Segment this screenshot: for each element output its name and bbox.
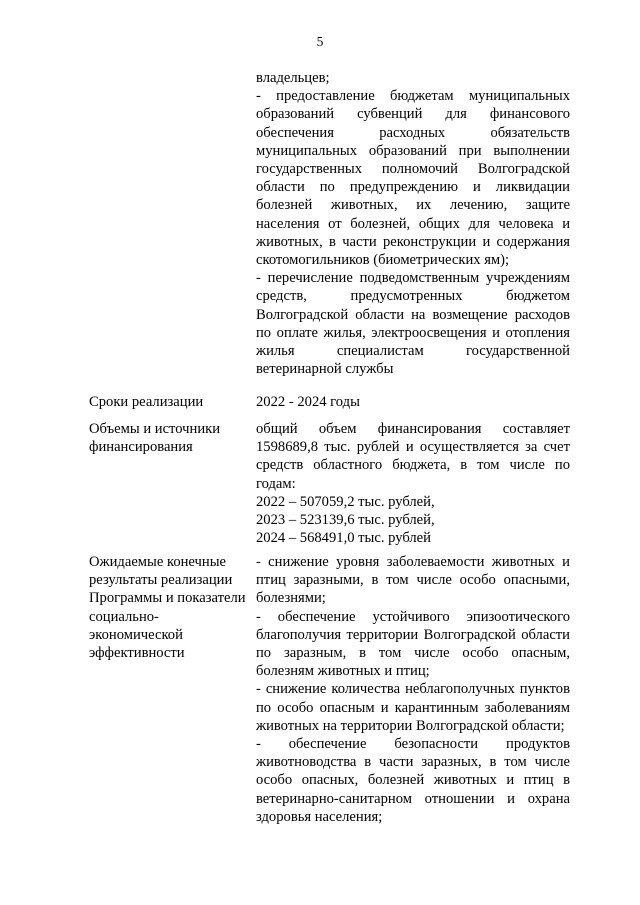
paragraph: - снижение количества неблагополучных пунктов по особо опасным и карантинным заболеваниям животных на территории Волгоградской области;: [256, 681, 570, 734]
paragraph: - обеспечение устойчивого эпизоотического благополучия территории Волгоградской области по заразным, в том числе особо опасным, болезням животных и птиц;: [256, 608, 570, 680]
paragraph: владельцев;: [256, 70, 330, 86]
row-value: [256, 420, 570, 547]
paragraph: - предоставление бюджетам муниципальных образований субвенций для финансового обеспечения расходных обязательств муниципальных образований при выполнении государственных полномочий Волгоградской области по предупреждению и ликвидации болезней животных, их лечению, защите населения от болезней, общих для человека и животных, в части реконструкции и содержания скотомогильников (биометрических ям);: [256, 88, 570, 269]
paragraph: 2022 – 507059,2 тыс. рублей,: [256, 493, 435, 510]
row-label: Ожидаемые конечные результаты реализации Программы и показатели социально-экономической эффективности: [89, 554, 246, 662]
page-number: 5: [316, 34, 324, 49]
row-value: [256, 69, 570, 378]
row-value: [256, 553, 570, 826]
paragraph: 2023 – 523139,6 тыс. рублей,: [256, 512, 435, 529]
paragraph: - снижение уровня заболеваемости животных и птиц заразными, в том числе особо опасными, болезнями;: [256, 554, 570, 607]
paragraph: 2024 – 568491,0 тыс. рублей: [256, 530, 431, 547]
paragraph: 2022 - 2024 годы: [256, 394, 360, 410]
row-label: Объемы и источники финансирования: [89, 421, 221, 456]
paragraph: - обеспечение безопасности продуктов животноводства в части заразных, в том числе особо опасных, болезней животных и птиц в ветеринарно-санитарном отношении и охрана здоровья населения;: [256, 736, 570, 825]
paragraph: - перечисление подведомственным учреждениям средств, предусмотренных бюджетом Волгоградской области на возмещение расходов по оплате жилья, электроосвещения и отопления жилья специалистам государственной ветеринарной службы: [256, 270, 570, 378]
row-value: [256, 393, 570, 411]
paragraph: общий объем финансирования составляет 1598689,8 тыс. рублей и осуществляется за счет средств областного бюджета, в том числе по годам:: [256, 421, 570, 492]
row-label: Сроки реализации: [89, 394, 204, 410]
